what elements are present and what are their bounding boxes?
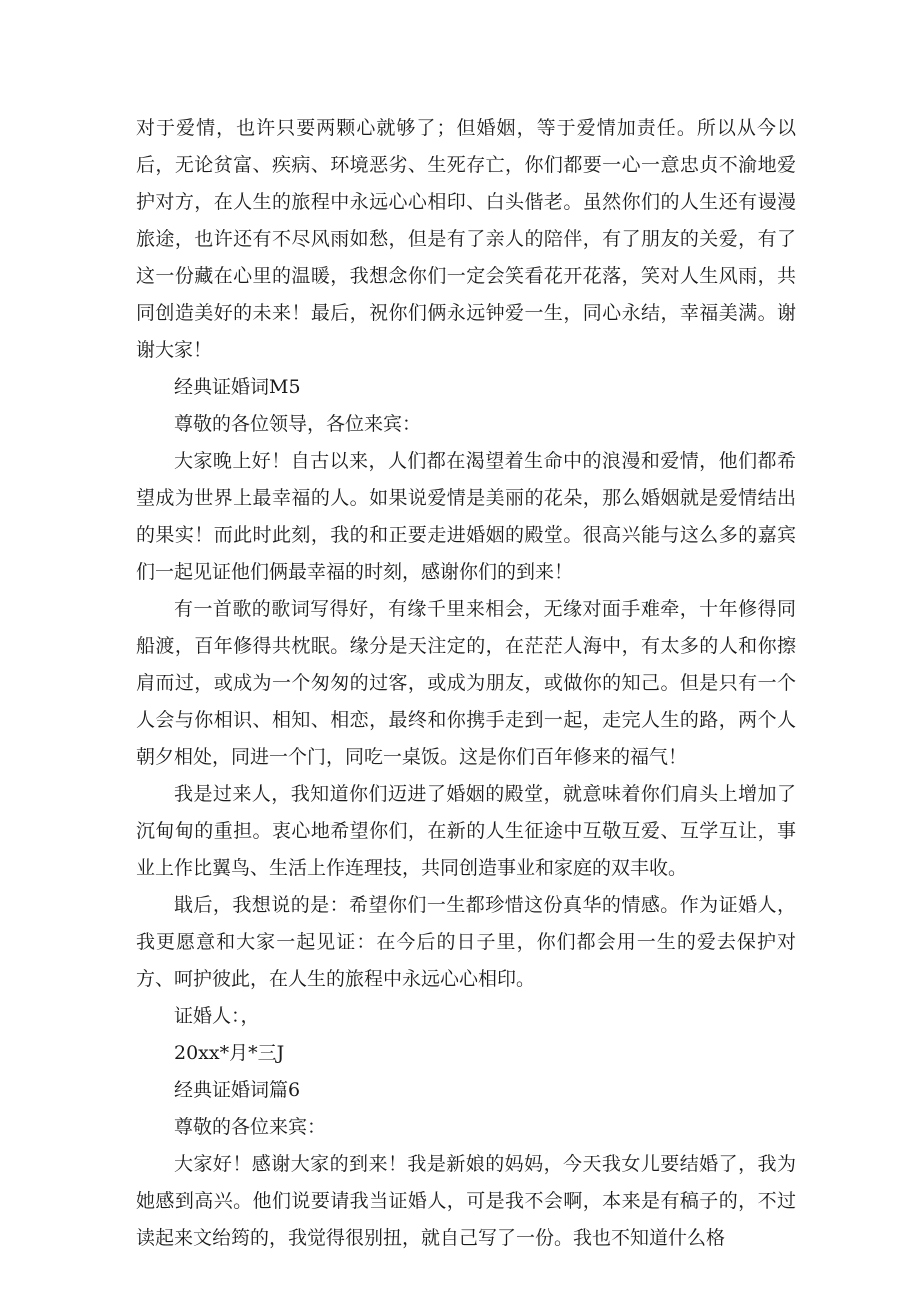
section-heading-m5: 经典证婚词M5 <box>174 376 301 398</box>
section-heading-6: 经典证婚词篇6 <box>174 1079 301 1101</box>
salutation-guests: 尊敬的各位来宾： <box>174 1116 327 1138</box>
salutation-leaders-guests: 尊敬的各位领导，各位来宾： <box>174 413 422 435</box>
paragraph-experience: 我是过来人，我知道你们迈进了婚姻的殿堂，就意味着你们肩头上增加了沉甸甸的重担。衷心地希望你们，在新的人生征途中互敬互爱、互学互让，事业上作比翼鸟、生活上作连理技，共同创造事业和家庭的双丰收。 <box>136 783 796 879</box>
paragraph-closing-blessing: 对于爱情，也许只要两颗心就够了；但婚姻，等于爱情加责任。所以从今以后，无论贫富、疾病、环境恶劣、生死存亡，你们都要一心一意忠贞不渝地爱护对方，在人生的旅程中永远心心相印、白头偕老。虽然你们的人生还有谩漫旅途，也许还有不尽风雨如愁，但是有了亲人的陪伴，有了朋友的关爱，有了这一份藏在心里的温暖，我想念你们一定会笑看花开花落，笑对人生风雨，共同创造美好的未来！最后，祝你们俩永远钟爱一生，同心永结，幸福美满。谢谢大家！ <box>136 117 796 361</box>
paragraph-final-words: 戢后，我想说的是：希望你们一生都珍惜这份真华的情感。作为证婚人，我更愿意和大家一起见证：在今后的日子里，你们都会用一生的爱去保护对方、呵护彼此，在人生的旅程中永远心心相印。 <box>136 894 796 990</box>
document-body <box>136 110 796 1257</box>
signature-date: 20xx*月*三J <box>174 1042 285 1064</box>
paragraph-song-lyrics: 有一首歌的歌词写得好，有缘千里来相会，无缘对面手难牵，十年修得同船渡，百年修得共枕眠。缘分是天注定的，在茫茫人海中，有太多的人和你擦肩而过，或成为一个匆匆的过客，或成为朋友，或做你的知己。但是只有一个人会与你相识、相知、相恋，最终和你携手走到一起，走完人生的路，两个人朝夕相处，同进一个门，同吃一桌饭。这是你们百年修来的福气！ <box>136 598 796 768</box>
paragraph-mother-speech: 大家好！感谢大家的到来！我是新娘的妈妈，今天我女儿要结婚了，我为她感到高兴。他们说要请我当证婚人，可是我不会啊，本来是有稿子的，不过读起来文绐筠的，我觉得很别扭，就自己写了一份。我也不知道什么格 <box>136 1153 796 1249</box>
paragraph-greeting: 大家晚上好！自古以来，人们都在渴望着生命中的浪漫和爱情，他们都希望成为世界上最幸福的人。如果说爱情是美丽的花朵，那么婚姻就是爱情结出的果实！而此时此刻，我的和正要走进婚姻的殿堂。很高兴能与这么多的嘉宾们一起见证他们俩最幸福的时刻，感谢你们的到来！ <box>136 450 796 583</box>
officiant-signature: 证婚人：， <box>174 1005 260 1027</box>
